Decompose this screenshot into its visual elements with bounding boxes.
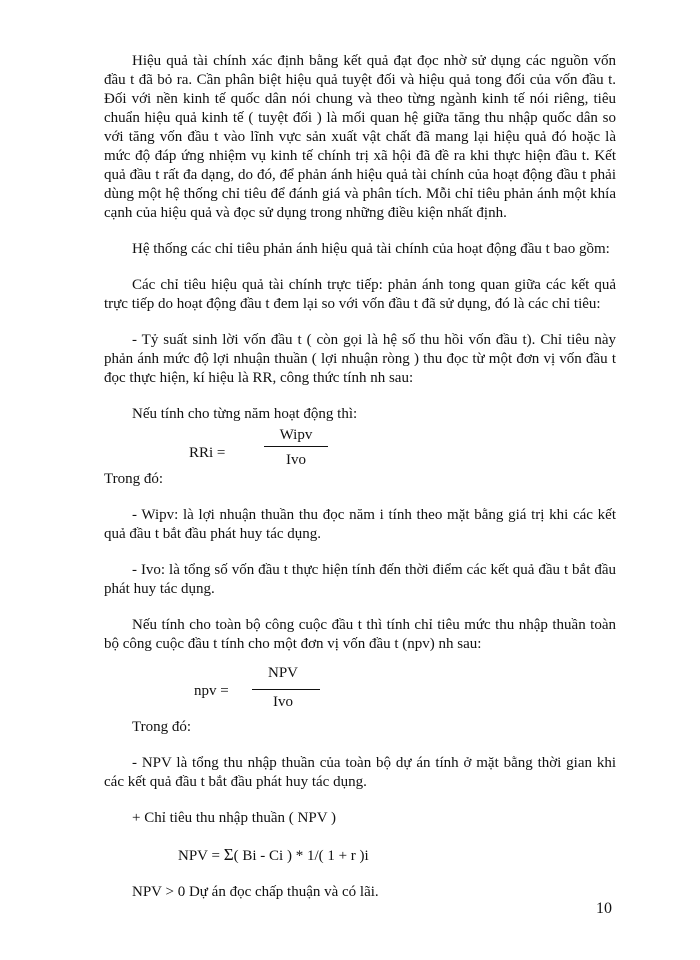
paragraph-financial-efficiency: Hiệu quả tài chính xác định bằng kết quả đạt đọc nhờ sử dụng các nguồn vốn đầu t đã bỏ ra. Cần phân biệt hiệu quả tuyệt đối và hiệu quả tong đối của vốn đầu t. Đối với nền kinh tế quốc dân nói chung và theo từng ngành kinh tế nói riêng, tiêu chuẩn hiệu quả kinh tế ( tuyệt đối ) là mối quan hệ giữa tăng thu nhập quốc dân so với tăng vốn đầu t vào lĩnh vực sản xuất vật chất đã mang lại hiệu quả đó hoặc là mức độ đáp ứng nhiệm vụ kinh tế chính trị xã hội đã đề ra khi thực hiện đầu t. Kết quả đầu t rất đa dạng, do đó, để phản ánh hiệu quả tài chính của hoạt động đầu t phải dùng một hệ thống chỉ tiêu để đánh giá và phân tích. Mỗi chỉ tiêu phản ánh một khía cạnh của hiệu quả và đọc sử dụng trong những điều kiện nhất định. <box>104 53 616 221</box>
paragraph-wipv-definition: - Wipv: là lợi nhuận thuần thu đọc năm i tính theo mặt bằng giá trị khi các kết quả đầu t bắt đầu phát huy tác dụng. <box>104 507 616 542</box>
paragraph-per-year: Nếu tính cho từng năm hoạt động thì: <box>132 406 358 422</box>
paragraph-rr-definition: - Tỷ suất sinh lời vốn đầu t ( còn gọi là hệ số thu hồi vốn đầu t). Chỉ tiêu này phản ánh mức độ lợi nhuận thuần ( lợi nhuận ròng ) thu đọc từ một đơn vị vốn đầu t đọc thực hiện, kí hiệu là RR, công thức tính nh sau: <box>104 332 616 386</box>
paragraph-where-2: Trong đó: <box>132 719 192 735</box>
paragraph-ivo-definition: - Ivo: là tổng số vốn đầu t thực hiện tính đến thời điểm các kết quả đầu t bắt đầu phát huy tác dụng. <box>104 562 616 597</box>
formula-rr-denominator: Ivo <box>286 452 306 468</box>
paragraph-npv-intro: Nếu tính cho toàn bộ công cuộc đầu t thì tính chỉ tiêu mức thu nhập thuần toàn bộ công cuộc đầu t tính cho một đơn vị vốn đầu t (npv) nh sau: <box>104 617 616 652</box>
formula-npv-denominator: Ivo <box>273 694 293 710</box>
formula-npv-lhs: npv = <box>194 683 229 699</box>
formula-rr-numerator: Wipv <box>279 427 313 443</box>
paragraph-indicator-system: Hệ thống các chỉ tiêu phản ánh hiệu quả tài chính của hoạt động đầu t bao gồm: <box>132 241 610 257</box>
paragraph-where-1: Trong đó: <box>104 471 164 487</box>
paragraph-npv-indicator: + Chỉ tiêu thu nhập thuần ( NPV ) <box>132 810 337 826</box>
paragraph-npv-condition: NPV > 0 Dự án đọc chấp thuận và có lãi. <box>132 884 379 900</box>
page-number: 10 <box>596 900 612 917</box>
formula-sum-lhs: NPV = <box>178 848 220 864</box>
formula-sum-expression: ( Bi - Ci ) * 1/( 1 + r )i <box>233 848 369 864</box>
formula-sum-sigma: Σ <box>223 845 234 864</box>
formula-npv-fraction-bar <box>252 689 320 690</box>
paragraph-direct-indicators: Các chỉ tiêu hiệu quả tài chính trực tiếp: phản ánh tong quan giữa các kết quả trực tiếp do hoạt động đầu t đem lại so với vốn đầu t đã sử dụng, đó là các chỉ tiêu: <box>104 277 616 312</box>
formula-rr-lhs: RRi = <box>189 445 226 461</box>
document-page <box>104 52 616 902</box>
formula-npv-numerator: NPV <box>267 665 298 681</box>
formula-npv-sum <box>104 845 616 866</box>
formula-npv <box>104 660 616 718</box>
formula-rr-fraction-bar <box>264 446 328 447</box>
paragraph-npv-definition: - NPV là tổng thu nhập thuần của toàn bộ dự án tính ở mặt bằng thời gian khi các kết quả đầu t bắt đầu phát huy tác dụng. <box>104 755 616 790</box>
formula-rr <box>104 424 616 470</box>
